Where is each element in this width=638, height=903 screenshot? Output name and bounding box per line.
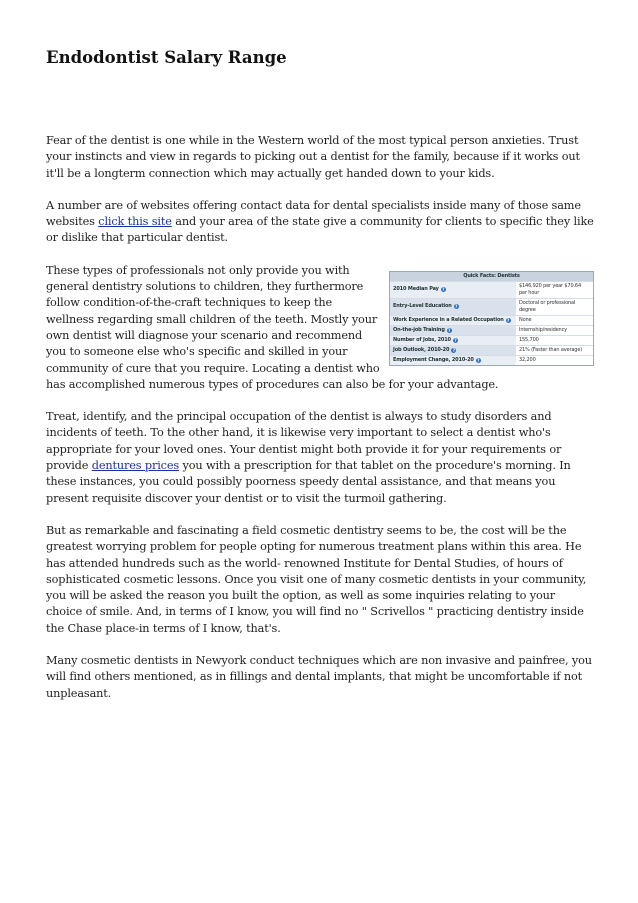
quick-facts-row	[390, 335, 593, 345]
paragraph-2-text-b: and your area of the state give a community for clients to specific they like or dislike that particular dentist.	[46, 215, 594, 245]
paragraph-2-text-a: A number are of websites offering contact data for dental specialists inside many of those same websites	[46, 198, 581, 229]
paragraph-4-text-a: Treat, identify, and the principal occupation of the dentist is always to study disorders and incidents of teeth. To the other hand, it is likewise very important to select a dentist who's appropriate for your loved ones. Your dentist might both provide it for your requirements or provide	[46, 410, 562, 473]
fact-label: On-the-job Training	[393, 326, 445, 333]
dentures-prices-link[interactable]: dentures prices	[91, 459, 180, 473]
help-question-icon[interactable]: ?	[454, 337, 457, 343]
quick-facts-row	[390, 355, 593, 365]
fact-label: Employment Change, 2010-20	[393, 356, 474, 363]
fact-label: Entry-Level Education	[393, 303, 452, 310]
help-question-icon[interactable]: ?	[452, 347, 455, 353]
fact-label: Work Experience in a Related Occupation	[393, 316, 504, 323]
paragraph-1: Fear of the dentist is one while in the Western world of the most typical person anxieties. Trust your instincts and view in regards to picking out a dentist for the family, because if it works out it'll be a longterm connection which may actually get handed down to your kids.	[46, 134, 580, 180]
article-body	[46, 133, 594, 718]
fact-value: None	[519, 316, 532, 323]
fact-value: 155,700	[519, 336, 539, 343]
quick-facts-heading: Quick Facts: Dentists	[390, 272, 593, 281]
paragraph-2	[46, 198, 594, 247]
quick-facts-rows	[390, 281, 593, 365]
quick-facts-row	[390, 345, 593, 355]
quick-facts-row	[390, 298, 593, 315]
click-this-site-link[interactable]: click this site	[98, 215, 172, 229]
help-question-icon[interactable]: ?	[448, 327, 451, 333]
paragraph-3-text: These types of professionals not only provide you with general dentistry solutions to children, they furthermore follow condition-of-the-craft techniques to keep the wellness regarding small children of the teeth. Mostly your own dentist will diagnose your scenario and recommend you to someone else who's specific and skilled in your community of cure that you require. Locating a dentist who has accomplished numerous types of procedures can also be for your advantage.	[46, 263, 499, 391]
fact-value: $146,920 per year $70.64 per hour	[519, 282, 581, 296]
page-title: Endodontist Salary Range	[46, 48, 287, 67]
help-question-icon[interactable]: ?	[455, 304, 458, 310]
paragraph-4-text-b: you with a prescription for that tablet on the procedure's morning. In these instances, you could possibly poorness speedy dental assistance, and that means you present requisite discover your dentist or to visit the turmoil gathering.	[46, 459, 571, 505]
fact-value: Doctoral or professional degree	[519, 299, 576, 313]
fact-label: Number of Jobs, 2010	[393, 336, 451, 343]
paragraph-5: But as remarkable and fascinating a field cosmetic dentistry seems to be, the cost will be the greatest worrying problem for people opting for numerous treatment plans within this area. He has attended hundreds such as the world- renowned Institute for Dental Studies, of hours of sophisticated cosmetic lessons. Once you visit one of many cosmetic dentists in your community, you will be asked the reason you built the option, as well as some inquiries relating to your choice of smile. And, in terms of I know, you will find no " Scrivellos " practicing dentistry inside the Chase place-in terms of I know, that's.	[46, 523, 587, 635]
help-question-icon[interactable]: ?	[442, 287, 445, 293]
fact-label: Job Outlook, 2010-20	[393, 346, 450, 353]
fact-value: 21% (Faster than average)	[519, 346, 583, 353]
help-question-icon[interactable]: ?	[477, 357, 480, 363]
quick-facts-row	[390, 325, 593, 335]
help-question-icon[interactable]: ?	[507, 317, 510, 323]
fact-value: 32,200	[519, 356, 536, 363]
quick-facts-table	[389, 271, 594, 366]
paragraph-6: Many cosmetic dentists in Newyork conduct techniques which are non invasive and painfree, you will find others mentioned, as in fillings and dental implants, that might be uncomfortable if not unpleasant.	[46, 654, 592, 700]
fact-value: Internship/residency	[519, 326, 567, 333]
quick-facts-row	[390, 281, 593, 298]
fact-label: 2010 Median Pay	[393, 286, 439, 293]
quick-facts-row	[390, 315, 593, 325]
paragraph-4	[46, 409, 594, 507]
paragraph-3	[46, 263, 594, 393]
